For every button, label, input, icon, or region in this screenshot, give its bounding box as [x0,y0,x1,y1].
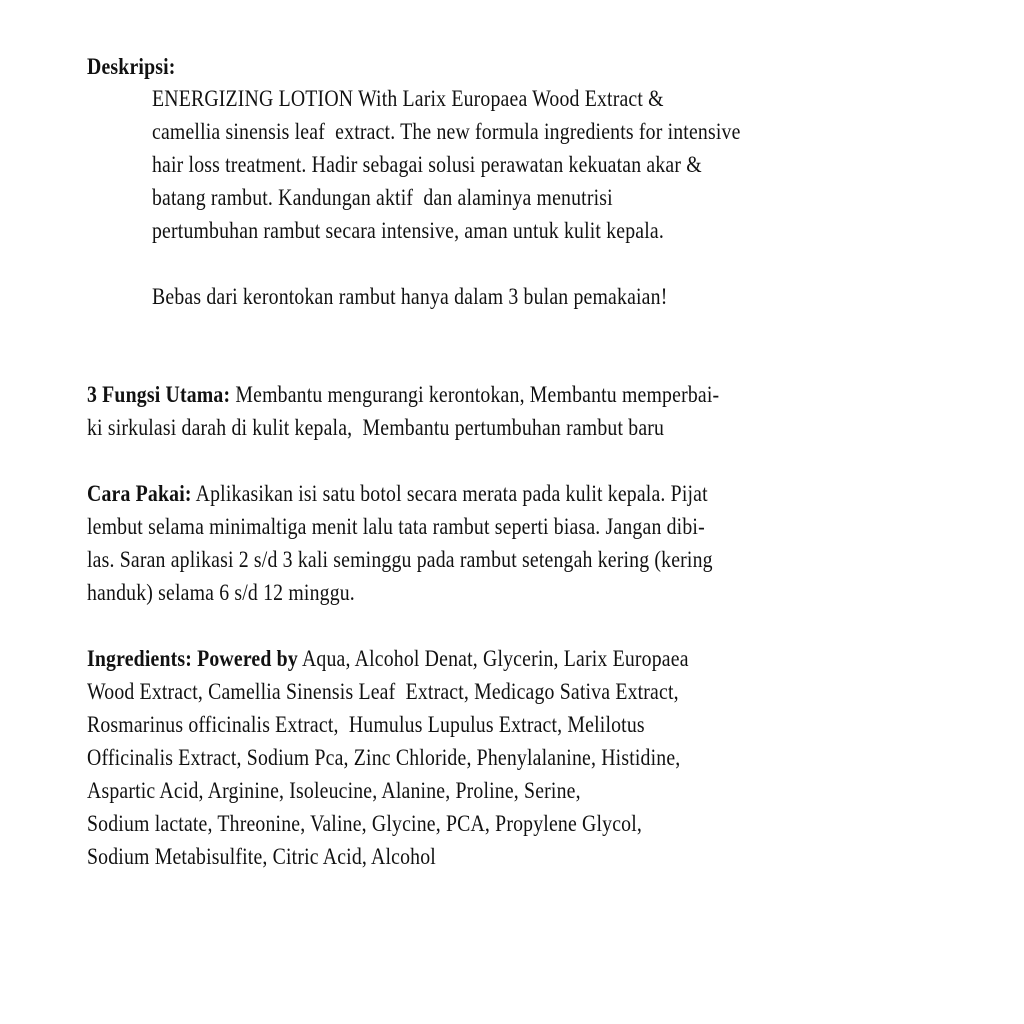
cara-pakai-paragraph-line: handuk) selama 6 s/d 12 minggu. [87,580,355,605]
deskripsi-line: camellia sinensis leaf extract. The new formula ingredients for intensive [152,119,741,144]
ingredients-paragraph-line: Officinalis Extract, Sodium Pca, Zinc Chloride, Phenylalanine, Histidine, [87,745,681,770]
deskripsi-line: hair loss treatment. Hadir sebagai solusi perawatan kekuatan akar & [152,152,702,177]
cara-pakai-paragraph-line: las. Saran aplikasi 2 s/d 3 kali seminggu pada rambut setengah kering (kering [87,547,713,572]
ingredients-paragraph-line: Sodium Metabisulfite, Citric Acid, Alcohol [87,844,436,869]
cara-pakai-text: Aplikasikan isi satu botol secara merata pada kulit kepala. Pijat [191,481,708,506]
cara-pakai-paragraph-line: lembut selama minimaltiga menit lalu tata rambut seperti biasa. Jangan dibi- [87,514,705,539]
ingredients-paragraph-line: Aspartic Acid, Arginine, Isoleucine, Alanine, Proline, Serine, [87,778,581,803]
cara-pakai-paragraph-line [87,479,708,509]
fungsi-heading: 3 Fungsi Utama: [87,382,231,407]
cara-pakai-heading: Cara Pakai: [87,481,192,506]
ingredients-text: Aqua, Alcohol Denat, Glycerin, Larix Europaea [297,646,689,671]
ingredients-paragraph-line: Wood Extract, Camellia Sinensis Leaf Extract, Medicago Sativa Extract, [87,679,679,704]
deskripsi-line: batang rambut. Kandungan aktif dan alaminya menutrisi [152,185,613,210]
ingredients-heading: Ingredients: Powered by [87,646,298,671]
deskripsi-line: ENERGIZING LOTION With Larix Europaea Wood Extract & [152,86,664,111]
fungsi-text: Membantu mengurangi kerontokan, Membantu memperbai- [230,382,720,407]
deskripsi-tagline: Bebas dari kerontokan rambut hanya dalam 3 bulan pemakaian! [152,284,668,309]
ingredients-paragraph-line: Sodium lactate, Threonine, Valine, Glycine, PCA, Propylene Glycol, [87,811,643,836]
fungsi-paragraph-line [87,380,719,410]
deskripsi-line: pertumbuhan rambut secara intensive, aman untuk kulit kepala. [152,218,664,243]
fungsi-paragraph-line: ki sirkulasi darah di kulit kepala, Membantu pertumbuhan rambut baru [87,415,665,440]
ingredients-paragraph-line [87,644,689,674]
ingredients-paragraph-line: Rosmarinus officinalis Extract, Humulus Lupulus Extract, Melilotus [87,712,645,737]
deskripsi-heading: Deskripsi: [87,54,176,79]
